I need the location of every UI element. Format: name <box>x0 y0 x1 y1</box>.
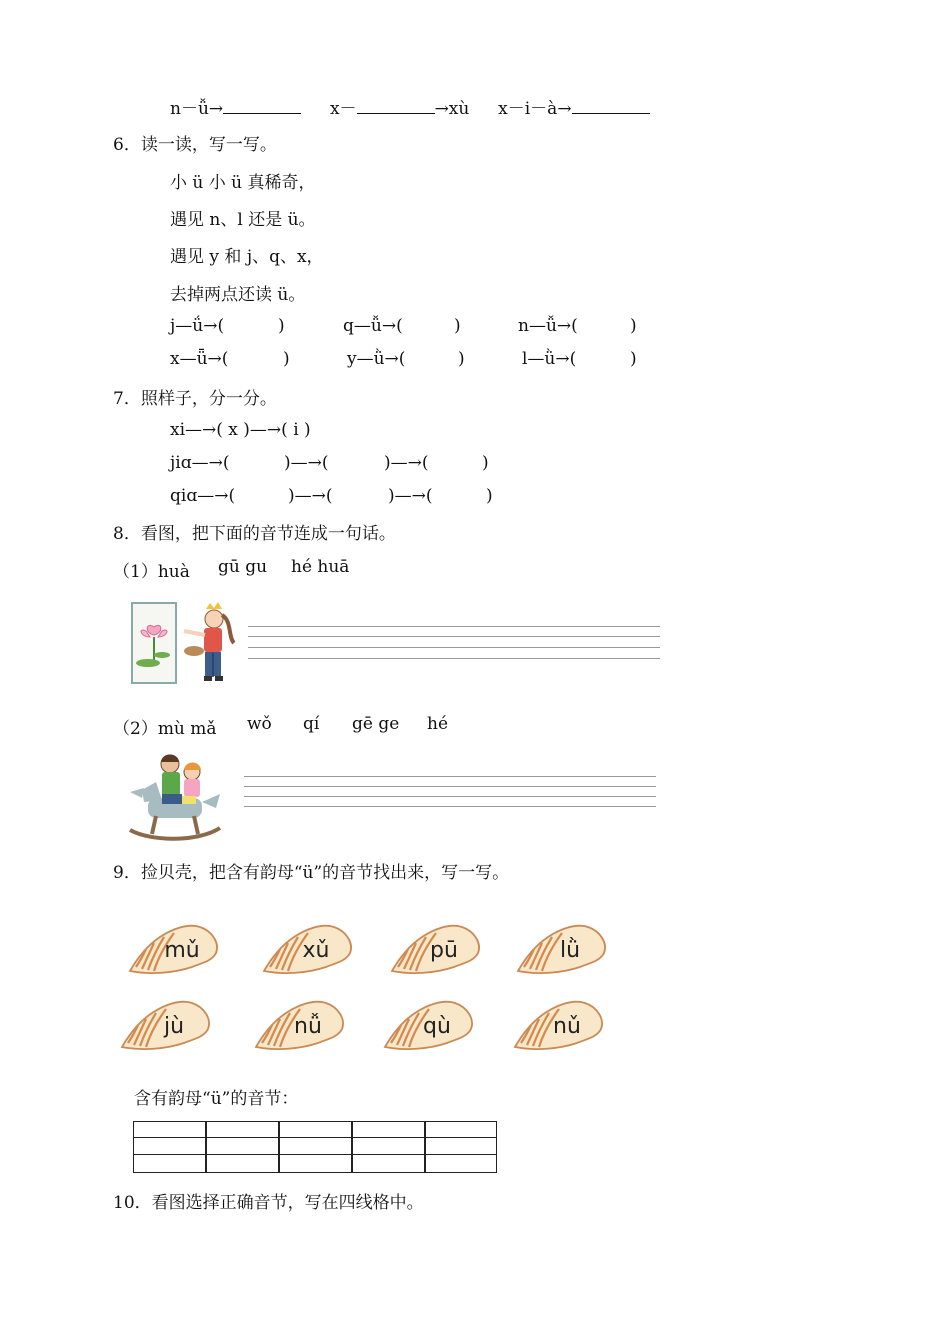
shell-4[interactable] <box>518 926 605 973</box>
q8-syllable: wǒ <box>247 714 272 734</box>
q8-title: 8．看图，把下面的音节连成一句话。 <box>113 524 396 544</box>
q7-part: )—→( <box>384 453 429 473</box>
q9-answer-label: 含有韵母“ü”的音节： <box>134 1089 299 1109</box>
q7-example: xi—→( x )—→( i ) <box>170 420 311 440</box>
q7-part: )—→( <box>284 453 329 473</box>
q6-item: x—ǖ→( <box>170 349 229 369</box>
q6-item: j—ǘ→( <box>170 316 225 336</box>
q8-syllable: hé huā <box>291 557 350 577</box>
shell-syllable: nǚ <box>294 1014 322 1039</box>
four-line-grid[interactable] <box>279 1121 352 1173</box>
shell-1[interactable] <box>130 926 217 973</box>
q6-item: l—ǜ→( <box>522 349 577 369</box>
q10-title: 10．看图选择正确音节，写在四线格中。 <box>113 1193 424 1213</box>
poem-line: 小 ü 小 ü 真稀奇， <box>170 173 316 193</box>
poem-line: 去掉两点还读 ü。 <box>170 285 306 305</box>
shell-2[interactable] <box>264 926 351 973</box>
q7-part: ) <box>486 486 493 506</box>
q6-close: ) <box>630 349 637 369</box>
shell-syllable: nǔ <box>553 1014 581 1039</box>
q9-title: 9．捡贝壳，把含有韵母“ü”的音节找出来，写一写。 <box>113 863 510 883</box>
q7-part: qiɑ—→( <box>170 486 236 506</box>
poem-line: 遇见 y 和 j、q、x， <box>170 247 324 267</box>
q6-close: ) <box>458 349 465 369</box>
q6-close: ) <box>630 316 637 336</box>
shell-syllable: qù <box>423 1014 451 1039</box>
q7-part: ) <box>482 453 489 473</box>
top-item-b-post: →xù <box>434 99 470 119</box>
shell-5[interactable] <box>122 1002 209 1049</box>
four-line-grid[interactable] <box>425 1121 497 1173</box>
q7-part: )—→( <box>388 486 433 506</box>
shell-syllable: mǔ <box>164 938 200 963</box>
top-item-b-pre: x－ <box>329 99 357 119</box>
q7-part: )—→( <box>288 486 333 506</box>
q8-syllable: gū gu <box>218 557 268 577</box>
q6-close: ) <box>283 349 290 369</box>
q8-syllable: （2）mù mǎ <box>113 719 217 739</box>
shell-syllable: pū <box>430 938 458 963</box>
shell-7[interactable] <box>385 1002 472 1049</box>
shell-syllable: jù <box>163 1014 185 1039</box>
shell-syllable: lǜ <box>559 938 581 963</box>
q6-close: ) <box>278 316 285 336</box>
q6-item: q—ǚ→( <box>343 316 403 336</box>
shell-6[interactable] <box>256 1002 343 1049</box>
q8-syllable: （1）huà <box>113 562 190 582</box>
shell-8[interactable] <box>515 1002 602 1049</box>
q8-syllable: qí <box>303 714 320 734</box>
four-line-grid[interactable] <box>352 1121 425 1173</box>
q8-syllable: hé <box>427 714 449 734</box>
top-item-c: x－i－à→ <box>498 99 572 119</box>
shell-syllable: xǔ <box>302 938 330 963</box>
four-line-grid[interactable] <box>133 1121 206 1173</box>
shell-3[interactable] <box>392 926 479 973</box>
four-line-grid[interactable] <box>206 1121 279 1173</box>
poem-line: 遇见 n、l 还是 ü。 <box>170 210 316 230</box>
q6-close: ) <box>454 316 461 336</box>
top-item-a: n－ǚ→ <box>170 99 224 119</box>
q7-title: 7．照样子，分一分。 <box>113 389 277 409</box>
q6-item: y—ǜ→( <box>347 349 406 369</box>
q8-syllable: gē ge <box>352 714 400 734</box>
q6-title: 6．读一读，写一写。 <box>113 135 277 155</box>
q7-part: jiɑ—→( <box>170 453 230 473</box>
q6-item: n—ǚ→( <box>518 316 578 336</box>
